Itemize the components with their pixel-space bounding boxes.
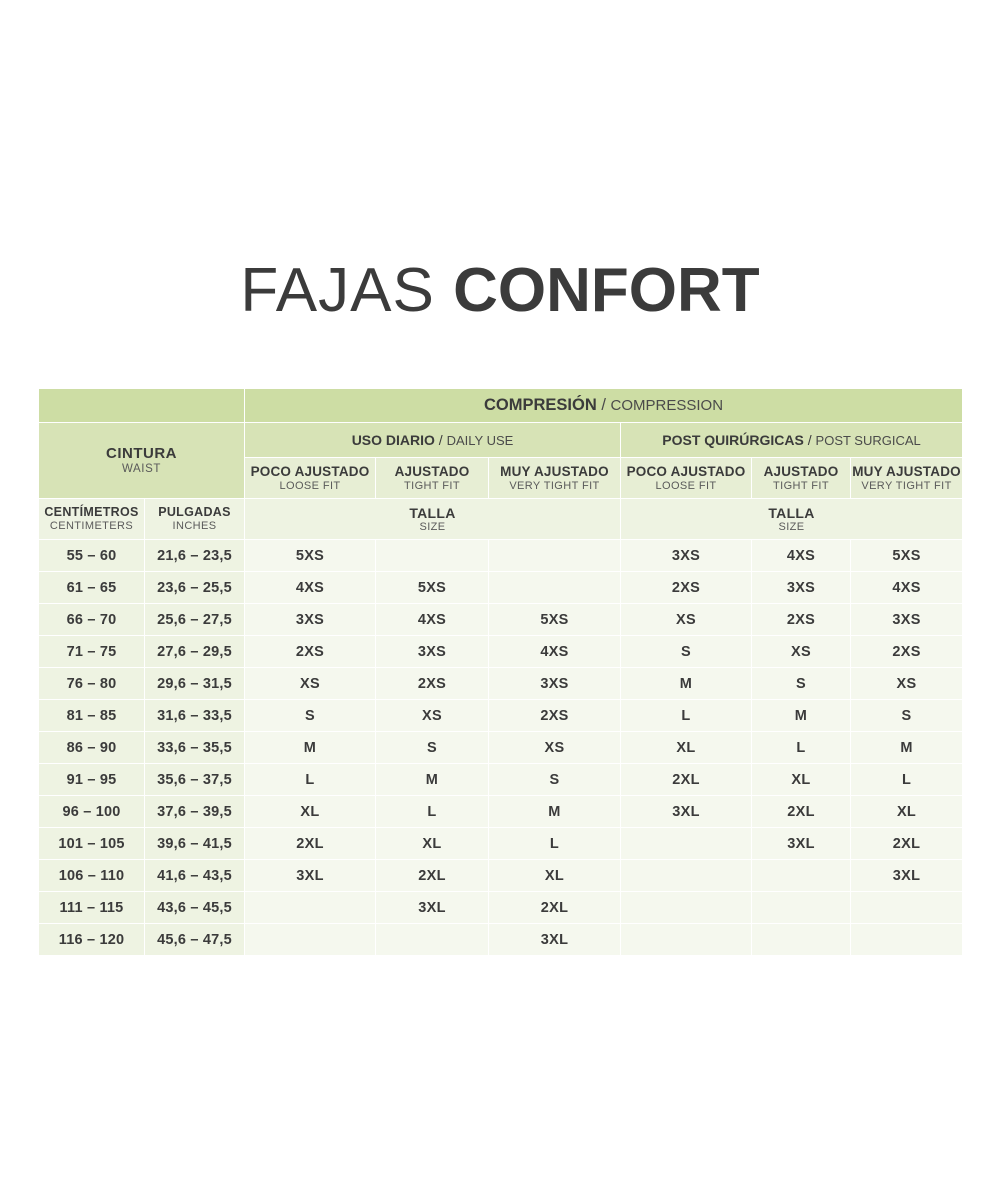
cell-daily-loose xyxy=(245,892,376,924)
size-header-post xyxy=(621,499,963,540)
compression-header-es: COMPRESIÓN xyxy=(484,396,597,414)
cell-post-very: L xyxy=(851,764,963,796)
cell-post-tight: 3XL xyxy=(752,828,851,860)
cell-post-tight: 3XS xyxy=(752,572,851,604)
compression-header-cell xyxy=(245,389,963,423)
cell-daily-very: S xyxy=(489,764,621,796)
fit-header-daily-tight-es: AJUSTADO xyxy=(394,463,470,479)
cell-daily-very: 3XS xyxy=(489,668,621,700)
cell-post-loose xyxy=(621,828,752,860)
cell-post-loose: XS xyxy=(621,604,752,636)
cell-post-very: 2XL xyxy=(851,828,963,860)
cell-daily-loose: 4XS xyxy=(245,572,376,604)
fit-header-daily-very-es: MUY AJUSTADO xyxy=(500,463,609,479)
cell-daily-very: L xyxy=(489,828,621,860)
cell-cm: 66 – 70 xyxy=(39,604,145,636)
fit-header-daily-tight-en: TIGHT FIT xyxy=(404,479,460,492)
cell-post-tight: L xyxy=(752,732,851,764)
cell-daily-very: 2XS xyxy=(489,700,621,732)
cell-post-very: S xyxy=(851,700,963,732)
cell-daily-tight: 3XS xyxy=(376,636,489,668)
cell-in: 35,6 – 37,5 xyxy=(145,764,245,796)
fit-header-post-tight xyxy=(752,458,851,499)
unit-header-row xyxy=(39,499,963,540)
cell-daily-tight xyxy=(376,540,489,572)
cell-post-tight: 2XS xyxy=(752,604,851,636)
unit-header-in-en: INCHES xyxy=(172,520,217,532)
cell-in: 23,6 – 25,5 xyxy=(145,572,245,604)
cell-post-very: 2XS xyxy=(851,636,963,668)
cell-post-loose: L xyxy=(621,700,752,732)
fit-header-daily-loose-en: LOOSE FIT xyxy=(279,479,341,492)
cell-daily-tight: 2XS xyxy=(376,668,489,700)
fit-header-post-very-en: VERY TIGHT FIT xyxy=(861,479,952,492)
cell-post-tight: XS xyxy=(752,636,851,668)
cell-in: 25,6 – 27,5 xyxy=(145,604,245,636)
cell-daily-loose: 2XS xyxy=(245,636,376,668)
cell-daily-loose: M xyxy=(245,732,376,764)
cell-daily-loose xyxy=(245,924,376,956)
cell-daily-loose: 5XS xyxy=(245,540,376,572)
group-header-row xyxy=(39,423,963,458)
compression-header-en: COMPRESSION xyxy=(610,397,724,414)
cell-cm: 101 – 105 xyxy=(39,828,145,860)
cell-in: 31,6 – 33,5 xyxy=(145,700,245,732)
cell-in: 45,6 – 47,5 xyxy=(145,924,245,956)
group-header-daily xyxy=(245,423,621,458)
cell-daily-very: XS xyxy=(489,732,621,764)
cell-cm: 106 – 110 xyxy=(39,860,145,892)
cell-daily-very: 2XL xyxy=(489,892,621,924)
cell-post-loose: 3XS xyxy=(621,540,752,572)
table-row xyxy=(39,700,963,732)
cell-post-tight xyxy=(752,860,851,892)
cell-daily-loose: L xyxy=(245,764,376,796)
cell-daily-loose: 3XL xyxy=(245,860,376,892)
title-light: FAJAS xyxy=(240,256,435,325)
compression-header-sep: / xyxy=(596,396,611,414)
cell-daily-tight xyxy=(376,924,489,956)
size-header-daily xyxy=(245,499,621,540)
cell-daily-tight: M xyxy=(376,764,489,796)
cell-daily-very xyxy=(489,540,621,572)
cell-daily-loose: XS xyxy=(245,668,376,700)
cell-cm: 81 – 85 xyxy=(39,700,145,732)
fit-header-post-tight-es: AJUSTADO xyxy=(763,463,839,479)
waist-header-cell xyxy=(39,423,245,499)
fit-header-post-tight-en: TIGHT FIT xyxy=(773,479,829,492)
cell-daily-tight: XL xyxy=(376,828,489,860)
group-header-postsurgical xyxy=(621,423,963,458)
group-header-daily-es: USO DIARIO xyxy=(351,432,435,448)
cell-daily-tight: 4XS xyxy=(376,604,489,636)
table-row xyxy=(39,604,963,636)
unit-header-cm xyxy=(39,499,145,540)
cell-post-tight: 4XS xyxy=(752,540,851,572)
unit-header-cm-es: CENTÍMETROS xyxy=(44,505,139,519)
size-chart-table-wrapper xyxy=(38,388,962,956)
title-bold: CONFORT xyxy=(453,256,760,325)
table-row xyxy=(39,668,963,700)
table-row xyxy=(39,796,963,828)
cell-daily-tight: L xyxy=(376,796,489,828)
table-row xyxy=(39,540,963,572)
fit-header-daily-very xyxy=(489,458,621,499)
cell-post-tight: 2XL xyxy=(752,796,851,828)
cell-post-loose: 2XL xyxy=(621,764,752,796)
fit-header-daily-tight xyxy=(376,458,489,499)
fit-header-post-loose-es: POCO AJUSTADO xyxy=(626,463,746,479)
unit-header-cm-en: CENTIMETERS xyxy=(49,520,134,532)
cell-post-very: XS xyxy=(851,668,963,700)
cell-post-tight xyxy=(752,924,851,956)
cell-post-tight xyxy=(752,892,851,924)
fit-header-daily-loose-es: POCO AJUSTADO xyxy=(250,463,370,479)
cell-in: 33,6 – 35,5 xyxy=(145,732,245,764)
cell-cm: 86 – 90 xyxy=(39,732,145,764)
group-header-daily-sep: / xyxy=(434,432,447,448)
cell-post-very: XL xyxy=(851,796,963,828)
size-header-post-en: SIZE xyxy=(778,520,805,533)
group-header-postsurgical-en: POST SURGICAL xyxy=(815,433,921,448)
cell-daily-tight: 2XL xyxy=(376,860,489,892)
fit-header-daily-very-en: VERY TIGHT FIT xyxy=(509,479,600,492)
cell-in: 29,6 – 31,5 xyxy=(145,668,245,700)
cell-daily-tight: 3XL xyxy=(376,892,489,924)
cell-post-very: 5XS xyxy=(851,540,963,572)
cell-post-very: 3XS xyxy=(851,604,963,636)
table-row xyxy=(39,764,963,796)
cell-cm: 116 – 120 xyxy=(39,924,145,956)
size-chart-table xyxy=(38,388,963,956)
cell-post-very: 4XS xyxy=(851,572,963,604)
cell-daily-very: 5XS xyxy=(489,604,621,636)
fit-header-post-loose xyxy=(621,458,752,499)
cell-post-loose: 3XL xyxy=(621,796,752,828)
cell-post-tight: M xyxy=(752,700,851,732)
cell-in: 41,6 – 43,5 xyxy=(145,860,245,892)
cell-post-loose: M xyxy=(621,668,752,700)
cell-daily-loose: S xyxy=(245,700,376,732)
table-row xyxy=(39,892,963,924)
cell-cm: 61 – 65 xyxy=(39,572,145,604)
cell-post-loose xyxy=(621,924,752,956)
cell-post-tight: XL xyxy=(752,764,851,796)
cell-post-loose: XL xyxy=(621,732,752,764)
table-row xyxy=(39,572,963,604)
compression-header-row xyxy=(39,389,963,423)
cell-in: 21,6 – 23,5 xyxy=(145,540,245,572)
cell-cm: 71 – 75 xyxy=(39,636,145,668)
cell-post-very xyxy=(851,892,963,924)
cell-cm: 111 – 115 xyxy=(39,892,145,924)
cell-post-loose xyxy=(621,860,752,892)
cell-post-loose: S xyxy=(621,636,752,668)
waist-header-es: CINTURA xyxy=(106,445,177,462)
cell-daily-loose: XL xyxy=(245,796,376,828)
unit-header-in-es: PULGADAS xyxy=(158,505,231,519)
fit-header-post-loose-en: LOOSE FIT xyxy=(655,479,717,492)
unit-header-in xyxy=(145,499,245,540)
group-header-postsurgical-es: POST QUIRÚRGICAS xyxy=(662,432,804,448)
size-header-daily-es: TALLA xyxy=(409,504,456,521)
cell-in: 37,6 – 39,5 xyxy=(145,796,245,828)
cell-post-very: M xyxy=(851,732,963,764)
table-row xyxy=(39,860,963,892)
cell-post-loose: 2XS xyxy=(621,572,752,604)
cell-daily-very: 3XL xyxy=(489,924,621,956)
cell-daily-tight: 5XS xyxy=(376,572,489,604)
cell-cm: 91 – 95 xyxy=(39,764,145,796)
group-header-daily-en: DAILY USE xyxy=(446,433,514,448)
cell-daily-tight: S xyxy=(376,732,489,764)
cell-daily-tight: XS xyxy=(376,700,489,732)
cell-in: 39,6 – 41,5 xyxy=(145,828,245,860)
cell-daily-loose: 3XS xyxy=(245,604,376,636)
table-row xyxy=(39,924,963,956)
page-title xyxy=(0,255,1000,326)
group-header-postsurgical-sep: / xyxy=(803,432,816,448)
cell-daily-loose: 2XL xyxy=(245,828,376,860)
cell-cm: 55 – 60 xyxy=(39,540,145,572)
cell-post-very xyxy=(851,924,963,956)
cell-cm: 76 – 80 xyxy=(39,668,145,700)
cell-cm: 96 – 100 xyxy=(39,796,145,828)
cell-post-loose xyxy=(621,892,752,924)
size-header-daily-en: SIZE xyxy=(419,520,446,533)
table-row xyxy=(39,636,963,668)
cell-daily-very: XL xyxy=(489,860,621,892)
cell-daily-very xyxy=(489,572,621,604)
cell-post-very: 3XL xyxy=(851,860,963,892)
fit-header-daily-loose xyxy=(245,458,376,499)
cell-post-tight: S xyxy=(752,668,851,700)
cell-in: 27,6 – 29,5 xyxy=(145,636,245,668)
table-row xyxy=(39,828,963,860)
cell-daily-very: M xyxy=(489,796,621,828)
waist-header-en: WAIST xyxy=(122,463,161,475)
fit-header-post-very-es: MUY AJUSTADO xyxy=(852,463,961,479)
size-header-post-es: TALLA xyxy=(768,504,815,521)
compression-spacer-left xyxy=(39,389,245,423)
cell-daily-very: 4XS xyxy=(489,636,621,668)
fit-header-post-very xyxy=(851,458,963,499)
table-row xyxy=(39,732,963,764)
cell-in: 43,6 – 45,5 xyxy=(145,892,245,924)
